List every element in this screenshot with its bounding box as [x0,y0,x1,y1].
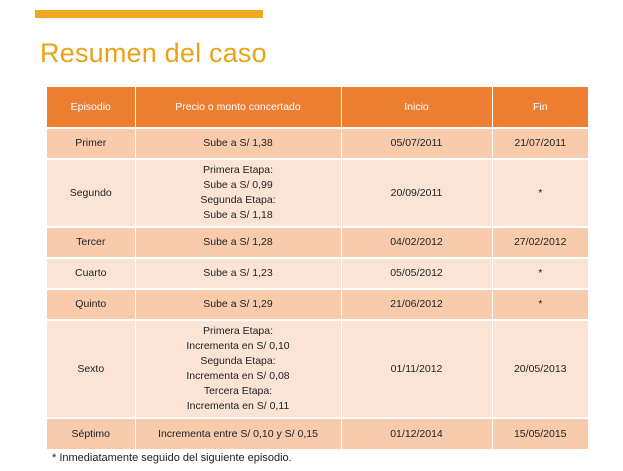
cell-inicio: 21/06/2012 [341,289,492,320]
table-row [47,289,588,320]
cell-inicio: 05/07/2011 [341,128,492,159]
cell-precio [135,320,341,418]
cell-precio [135,258,341,289]
cell-episodio: Séptimo [47,418,135,450]
precio-line: Incrementa en S/ 0,08 [186,370,290,382]
precio-line: Incrementa en S/ 0,10 [186,340,290,352]
slide-title: Resumen del caso [40,38,267,68]
precio-line: Primera Etapa: [202,325,274,337]
precio-line: Sube a S/ 1,18 [203,209,273,221]
table-row [47,128,588,159]
accent-bar [35,10,263,18]
precio-line: Sube a S/ 1,23 [203,267,273,279]
cell-inicio: 04/02/2012 [341,227,492,258]
cell-fin: 27/02/2012 [492,227,588,258]
cell-inicio: 20/09/2011 [341,159,492,227]
cell-fin: * [492,289,588,320]
cell-episodio: Tercer [47,227,135,258]
table-row [47,159,588,227]
header-episodio: Episodio [47,87,135,128]
cell-episodio: Sexto [47,320,135,418]
cell-inicio: 01/12/2014 [341,418,492,450]
precio-line: Segunda Etapa: [200,194,276,206]
cell-inicio: 01/11/2012 [341,320,492,418]
table-row [47,320,588,418]
header-inicio: Inicio [341,87,492,128]
cell-precio [135,418,341,450]
summary-table-container [47,87,588,451]
precio-line: Sube a S/ 1,28 [203,236,273,248]
cell-episodio: Quinto [47,289,135,320]
header-precio: Precio o monto concertado [135,87,341,128]
header-fin: Fin [492,87,588,128]
precio-line: Segunda Etapa: [200,355,276,367]
table-row [47,418,588,450]
precio-line: Sube a S/ 0,99 [203,179,273,191]
precio-line: Incrementa en S/ 0,11 [186,400,290,412]
cell-fin: 20/05/2013 [492,320,588,418]
precio-line: Sube a S/ 1,29 [203,298,273,310]
table-header-row [47,87,588,128]
precio-line: Primera Etapa: [202,164,274,176]
cell-precio [135,227,341,258]
table-row [47,258,588,289]
cell-fin: 15/05/2015 [492,418,588,450]
precio-line: Sube a S/ 1,38 [203,137,273,149]
precio-line: Tercera Etapa: [203,385,273,397]
cell-episodio: Segundo [47,159,135,227]
cell-precio [135,159,341,227]
cell-fin: * [492,258,588,289]
summary-table [47,87,588,451]
cell-episodio: Primer [47,128,135,159]
cell-fin: 21/07/2011 [492,128,588,159]
cell-precio [135,289,341,320]
table-body [47,128,588,450]
table-row [47,227,588,258]
cell-episodio: Cuarto [47,258,135,289]
cell-fin: * [492,159,588,227]
footnote: * Inmediatamente seguido del siguiente episodio. [52,452,292,464]
precio-line: Incrementa entre S/ 0,10 y S/ 0,15 [158,427,318,440]
cell-inicio: 05/05/2012 [341,258,492,289]
cell-precio [135,128,341,159]
